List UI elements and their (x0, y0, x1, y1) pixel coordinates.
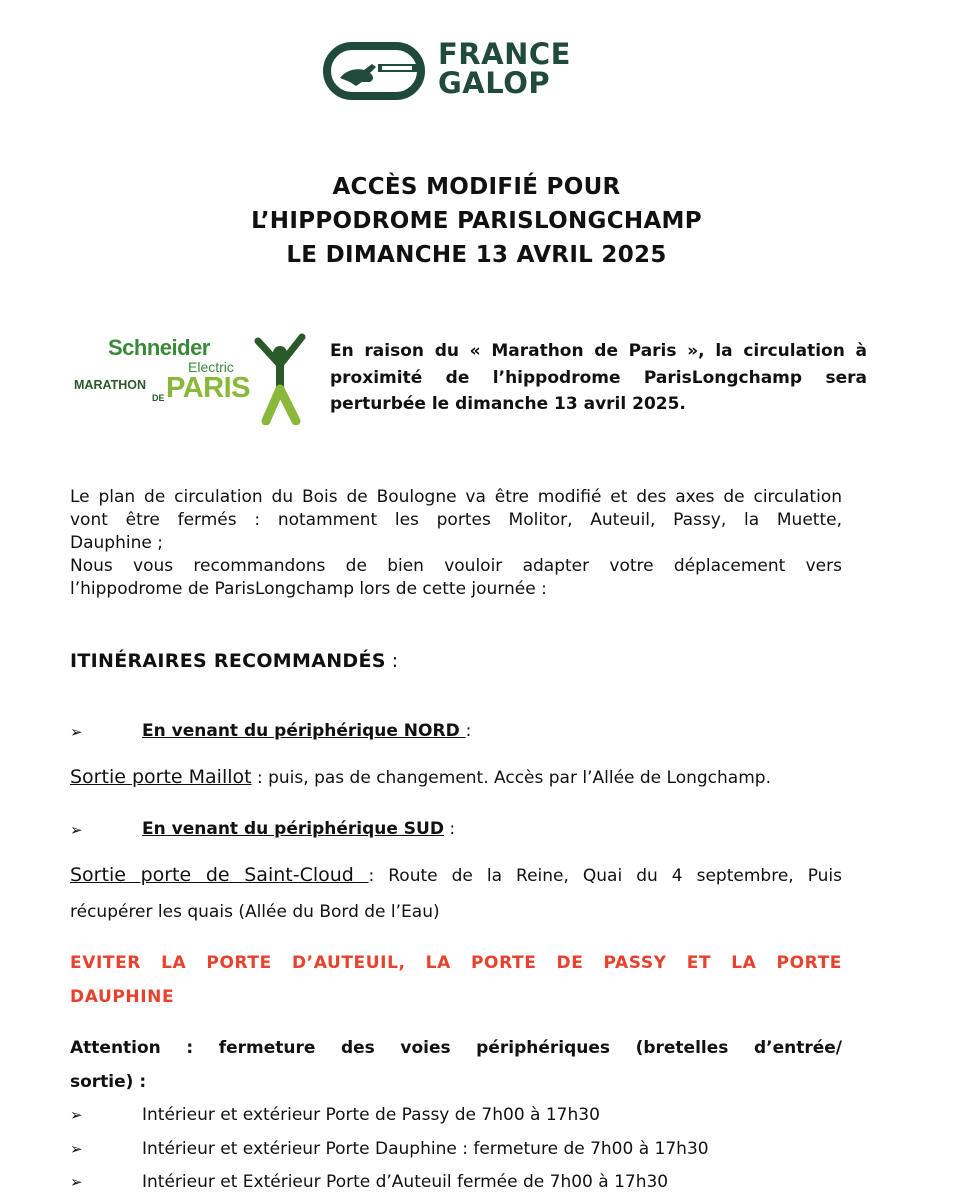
route-south-heading-suffix: : (443, 819, 456, 839)
route-south-line-2: récupérer les quais (Allée du Bord de l’Eau) (70, 902, 440, 922)
route-north-exit: Sortie porte Maillot (70, 766, 252, 788)
paragraph-line-2: vont être fermés : notamment les portes Molitor, Auteuil, Passy, la Muette, (70, 510, 842, 530)
brand-line-2: GALOP (438, 66, 551, 100)
circulation-paragraph (70, 486, 842, 601)
brand-line-1: FRANCE (438, 37, 571, 71)
paragraph-line-5: l’hippodrome de ParisLongchamp lors de cette journée : (70, 579, 547, 599)
route-south-heading-text: En venant du périphérique SUD (142, 819, 444, 839)
closure-text: Intérieur et extérieur Porte Dauphine : fermeture de 7h00 à 17h30 (142, 1139, 709, 1159)
intro-line-2: proximité de l’hippodrome ParisLongchamp sera (330, 367, 867, 388)
bullet-arrow-icon: ➢ (70, 1140, 83, 1158)
marathon-de-paris-logo (70, 333, 320, 425)
attention-line-1: Attention : fermeture des voies périphériques (bretelles d’entrée/ (70, 1038, 842, 1058)
section-heading-text: ITINÉRAIRES RECOMMANDÉS (70, 650, 386, 672)
intro-line-3: perturbée le dimanche 13 avril 2025. (330, 394, 686, 414)
route-north-heading-suffix: : (465, 721, 472, 741)
bullet-arrow-icon: ➢ (70, 1173, 83, 1191)
runner-icon (250, 333, 320, 425)
route-south-exit: Sortie porte de Saint-Cloud (70, 864, 369, 886)
bullet-arrow-icon: ➢ (70, 821, 83, 839)
logo-de: DE (152, 393, 165, 403)
route-south-line-1-text: : Route de la Reine, Quai du 4 septembre, Puis (368, 866, 842, 886)
closure-item (70, 1139, 870, 1159)
bullet-arrow-icon: ➢ (70, 723, 83, 741)
route-south-line-1 (70, 857, 842, 894)
intro-text (330, 338, 867, 418)
galop-horse-icon (322, 42, 426, 100)
title-line-2: L’HIPPODROME PARISLONGCHAMP (251, 208, 702, 234)
closure-item (70, 1172, 870, 1192)
paragraph-line-1: Le plan de circulation du Bois de Boulogne va être modifié et des axes de circulation (70, 487, 842, 507)
route-north-heading-text: En venant du périphérique NORD (142, 721, 466, 741)
closure-text: Intérieur et extérieur Porte de Passy de 7h00 à 17h30 (142, 1105, 600, 1125)
closure-item (70, 1105, 870, 1125)
bullet-arrow-icon: ➢ (70, 1106, 83, 1124)
route-south-detail (70, 857, 842, 930)
logo-brand-sub: Electric (188, 359, 234, 375)
page-title (90, 170, 863, 272)
title-line-1: ACCÈS MODIFIÉ POUR (332, 174, 621, 200)
section-heading-suffix: : (385, 650, 399, 672)
warning-line-2: DAUPHINE (70, 987, 175, 1007)
warning-notice (70, 946, 842, 1014)
intro-line-1: En raison du « Marathon de Paris », la circulation à (330, 341, 867, 361)
paragraph-line-3: Dauphine ; (70, 533, 163, 553)
closure-text: Intérieur et Extérieur Porte d’Auteuil fermée de 7h00 à 17h30 (142, 1172, 669, 1192)
title-line-3: LE DIMANCHE 13 AVRIL 2025 (286, 242, 667, 268)
france-galop-logo (322, 37, 622, 102)
attention-line-2: sortie) : (70, 1072, 147, 1092)
warning-line-1: EVITER LA PORTE D’AUTEUIL, LA PORTE DE PASSY ET LA PORTE (70, 953, 842, 973)
route-north-detail (70, 759, 842, 796)
route-north-heading (142, 721, 471, 741)
logo-paris: PARIS (166, 372, 250, 404)
route-north-text: : puis, pas de changement. Accès par l’Allée de Longchamp. (251, 768, 771, 788)
paragraph-line-4: Nous vous recommandons de bien vouloir adapter votre déplacement vers (70, 556, 842, 576)
brand-name (438, 37, 571, 100)
section-heading (70, 650, 398, 672)
route-south-heading (142, 819, 455, 839)
logo-marathon: MARATHON (74, 378, 146, 392)
attention-notice (70, 1031, 842, 1099)
logo-brand: Schneider (108, 335, 210, 360)
